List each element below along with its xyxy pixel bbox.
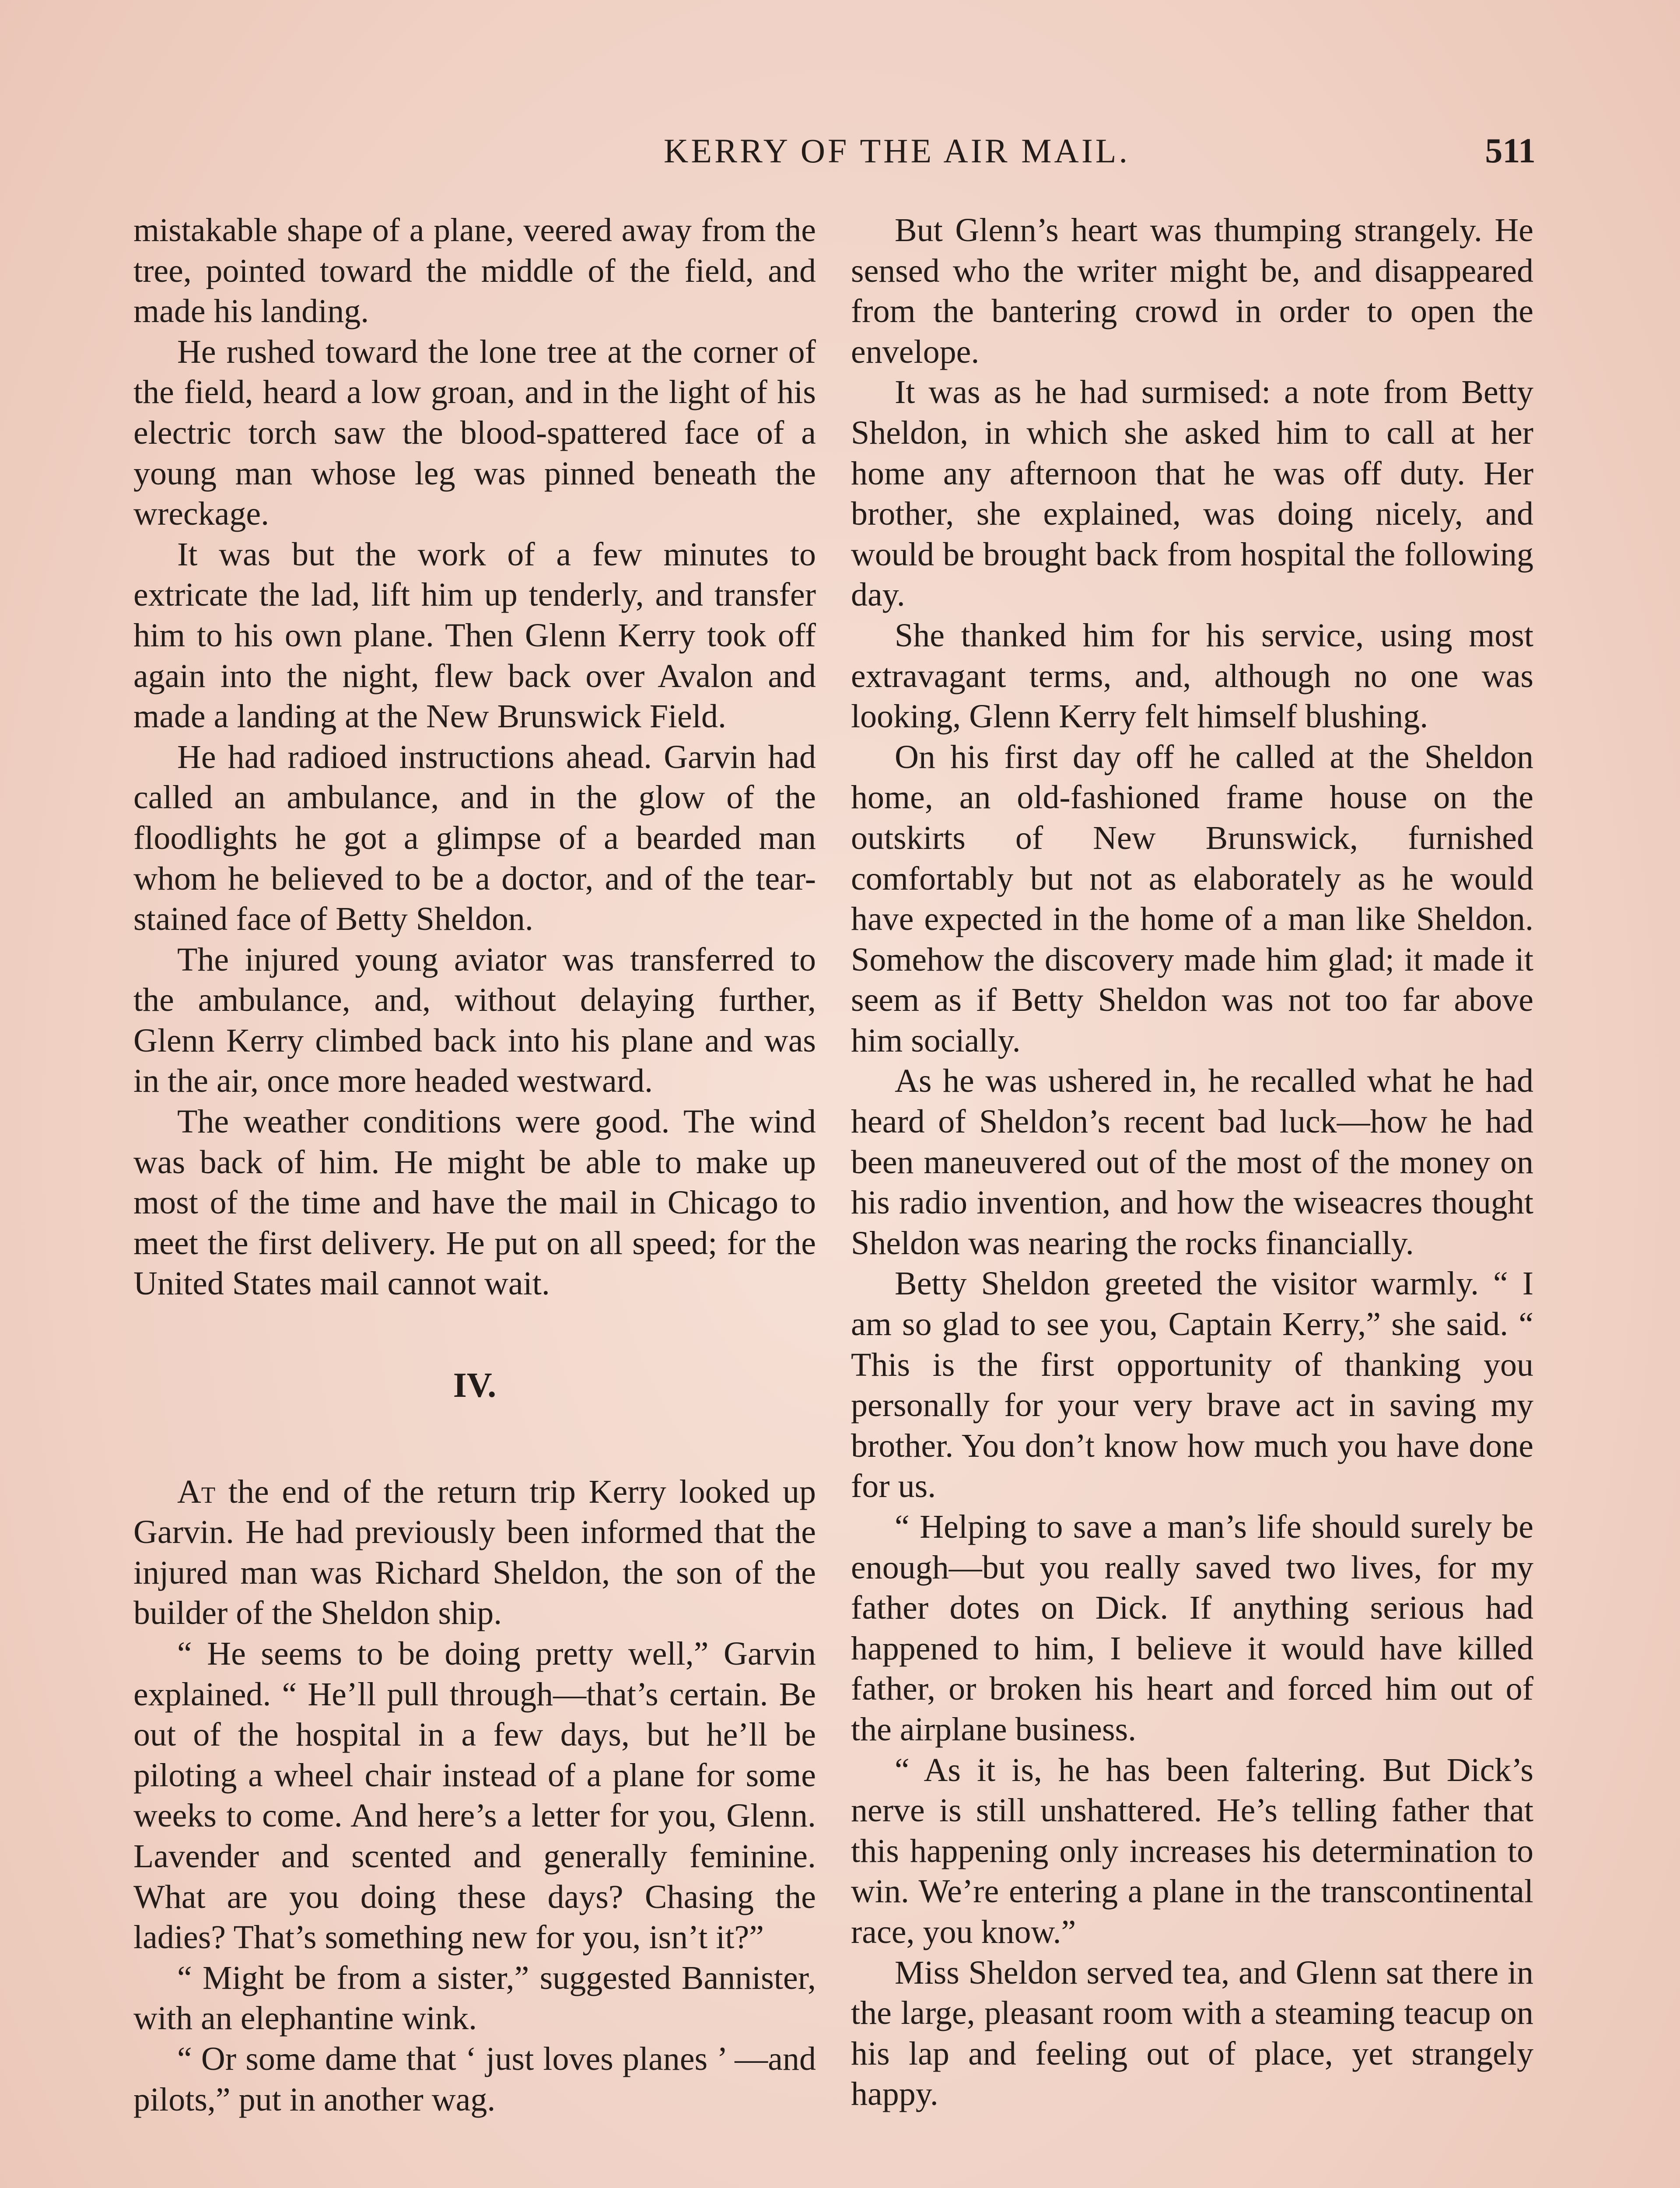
paragraph: On his first day off he called at the Sheldon home, an old-fashioned frame house on the outskirts of New Brunswick, furnished comfortably but not as elaborately as he would have expected in the home of a man like Sheldon. Somehow the discovery made him glad; it made it seem as if Betty Sheldon was not too far above him socially.: [851, 738, 1533, 1059]
paragraph: “ As it is, he has been faltering. But Dick’s nerve is still unshattered. He’s telling father that this happening only increases his determination to win. We’re entering a plane in the transcontinental race, you know.”: [851, 1751, 1533, 1950]
paragraph: As he was ushered in, he recalled what he had heard of Sheldon’s recent bad luck—how he had been maneuvered out of the most of the money on his radio invention, and how the wiseacres thought Sheldon was nearing the rocks financially.: [851, 1062, 1533, 1262]
paragraph: The injured young aviator was transferred to the ambulance, and, without delaying further, Glenn Kerry climbed back into his plane and was in the air, once more headed westward.: [133, 941, 816, 1100]
section-opening-text: the end of the return trip Kerry looked up Garvin. He had previously been informed that the injured man was Richard Sheldon, the son of the builder of the Sheldon ship.: [133, 1473, 816, 1632]
section-opening-word: At: [177, 1473, 216, 1510]
paragraph: “ Might be from a sister,” suggested Bannister, with an elephantine wink.: [133, 1959, 816, 2037]
paragraph: But Glenn’s heart was thumping strangely. He sensed who the writer might be, and disappeared from the bantering crowd in order to open the envelope.: [851, 212, 1533, 370]
right-column: [851, 210, 1533, 2114]
paragraph: She thanked him for his service, using most extravagant terms, and, although no one was looking, Glenn Kerry felt himself blushing.: [851, 617, 1533, 735]
section-opening-paragraph: [133, 1472, 816, 1634]
paragraph: It was as he had surmised: a note from Betty Sheldon, in which she asked him to call at her home any afternoon that he was off duty. Her brother, she explained, was doing nicely, and would be brought back from hospital the following day.: [851, 374, 1533, 614]
running-title: KERRY OF THE AIR MAIL.: [664, 132, 1130, 170]
paragraph: The weather conditions were good. The wind was back of him. He might be able to make up most of the time and have the mail in Chicago to meet the first delivery. He put on all speed; for the United States mail cannot wait.: [133, 1103, 816, 1302]
paragraph: “ He seems to be doing pretty well,” Garvin explained. “ He’ll pull through—that’s certain. Be out of the hospital in a few days, but he’ll be piloting a wheel chair instead of a plane for some weeks to come. And here’s a letter for you, Glenn. Lavender and scented and generally feminine. What are you doing these days? Chasing the ladies? That’s something new for you, isn’t it?”: [133, 1635, 816, 1956]
paragraph: “ Or some dame that ‘ just loves planes ’ —and pilots,” put in another wag.: [133, 2040, 816, 2118]
paragraph: It was but the work of a few minutes to extricate the lad, lift him up tenderly, and transfer him to his own plane. Then Glenn Kerry took off again into the night, flew back over Avalon and made a landing at the New Brunswick Field.: [133, 536, 816, 735]
section-heading: IV.: [453, 1366, 497, 1405]
paragraph: “ Helping to save a man’s life should surely be enough—but you really saved two lives, for my father dotes on Dick. If anything serious had happened to him, I believe it would have killed father, or broken his heart and forced him out of the airplane business.: [851, 1508, 1533, 1748]
paragraph: He had radioed instructions ahead. Garvin had called an ambulance, and in the glow of the floodlights he got a glimpse of a bearded man whom he believed to be a doctor, and of the tear-stained face of Betty Sheldon.: [133, 738, 816, 938]
paragraph: He rushed toward the lone tree at the corner of the field, heard a low groan, and in the light of his electric torch saw the blood-spattered face of a young man whose leg was pinned beneath the wreckage.: [133, 333, 816, 533]
page-header: [127, 131, 1536, 179]
paragraph: Miss Sheldon served tea, and Glenn sat there in the large, pleasant room with a steaming teacup on his lap and feeling out of place, yet strangely happy.: [851, 1954, 1533, 2113]
left-column: [133, 210, 816, 2120]
paragraph: Betty Sheldon greeted the visitor warmly. “ I am so glad to see you, Captain Kerry,” she said. “ This is the first opportunity of thanking you personally for your very brave act in saving my brother. You don’t know how much you have done for us.: [851, 1265, 1533, 1505]
page-number: 511: [1485, 132, 1536, 170]
paragraph: mistakable shape of a plane, veered away from the tree, pointed toward the middle of the field, and made his landing.: [133, 212, 816, 330]
